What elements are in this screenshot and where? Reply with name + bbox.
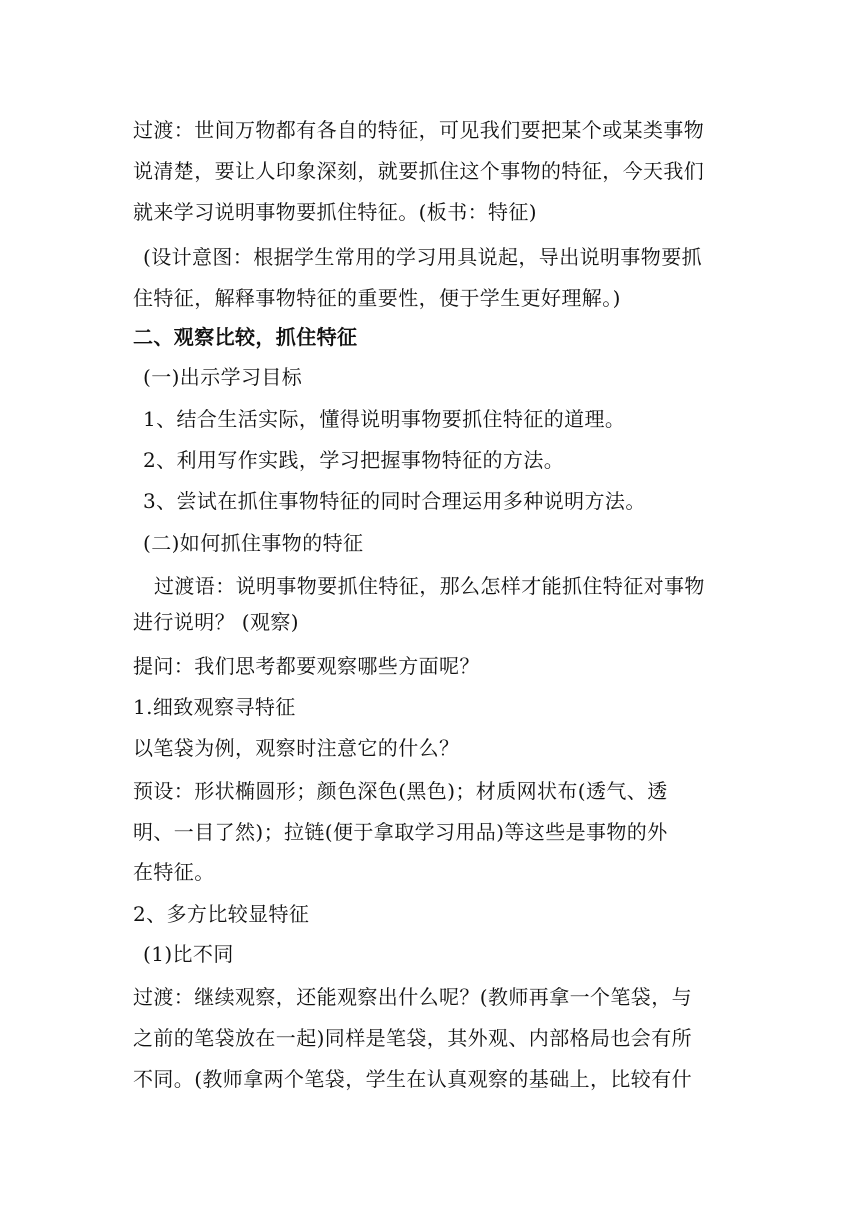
paragraph-line: 之前的笔袋放在一起)同样是笔袋，其外观、内部格局也会有所 [133,1026,693,1050]
paragraph-line: 提问：我们思考都要观察哪些方面呢？ [133,654,480,678]
paragraph-line: 过渡语：说明事物要抓住特征，那么怎样才能抓住特征对事物 [154,574,705,598]
objective-item: 2、利用写作实践，学习把握事物特征的方法。 [143,448,565,472]
objective-item: 3、尝试在抓住事物特征的同时合理运用多种说明方法。 [143,489,646,513]
section-heading: 二、观察比较，抓住特征 [133,325,358,349]
paragraph-line: 说清楚，要让人印象深刻，就要抓住这个事物的特征，今天我们 [133,159,705,183]
subsection-heading: (1)比不同 [143,942,234,966]
paragraph-line: 过渡：世间万物都有各自的特征，可见我们要把某个或某类事物 [133,118,705,142]
paragraph-line: 不同。(教师拿两个笔袋，学生在认真观察的基础上，比较有什 [133,1067,693,1091]
subsection-heading: 1.细致观察寻特征 [133,695,296,719]
paragraph-line: 进行说明？ (观察) [133,610,299,634]
paragraph-line: 在特征。 [133,860,215,884]
subsection-heading: (二)如何抓住事物的特征 [143,531,364,555]
design-note-line: (设计意图：根据学生常用的学习用具说起，导出说明事物要抓 [143,245,703,269]
paragraph-line: 明、一目了然)；拉链(便于拿取学习用品)等这些是事物的外 [133,820,668,844]
paragraph-line: 过渡：继续观察，还能观察出什么呢？(教师再拿一个笔袋，与 [133,985,693,1009]
paragraph-line: 以笔袋为例，观察时注意它的什么？ [133,736,460,760]
subsection-heading: 2、多方比较显特征 [133,902,310,926]
subsection-heading: (一)出示学习目标 [143,365,303,389]
paragraph-line: 就来学习说明事物要抓住特征。(板书：特征) [133,200,538,224]
design-note-line: 住特征，解释事物特征的重要性，便于学生更好理解。) [133,286,621,310]
paragraph-line: 预设：形状椭圆形；颜色深色(黑色)；材质网状布(透气、透 [133,779,668,803]
objective-item: 1、结合生活实际，懂得说明事物要抓住特征的道理。 [143,407,626,431]
